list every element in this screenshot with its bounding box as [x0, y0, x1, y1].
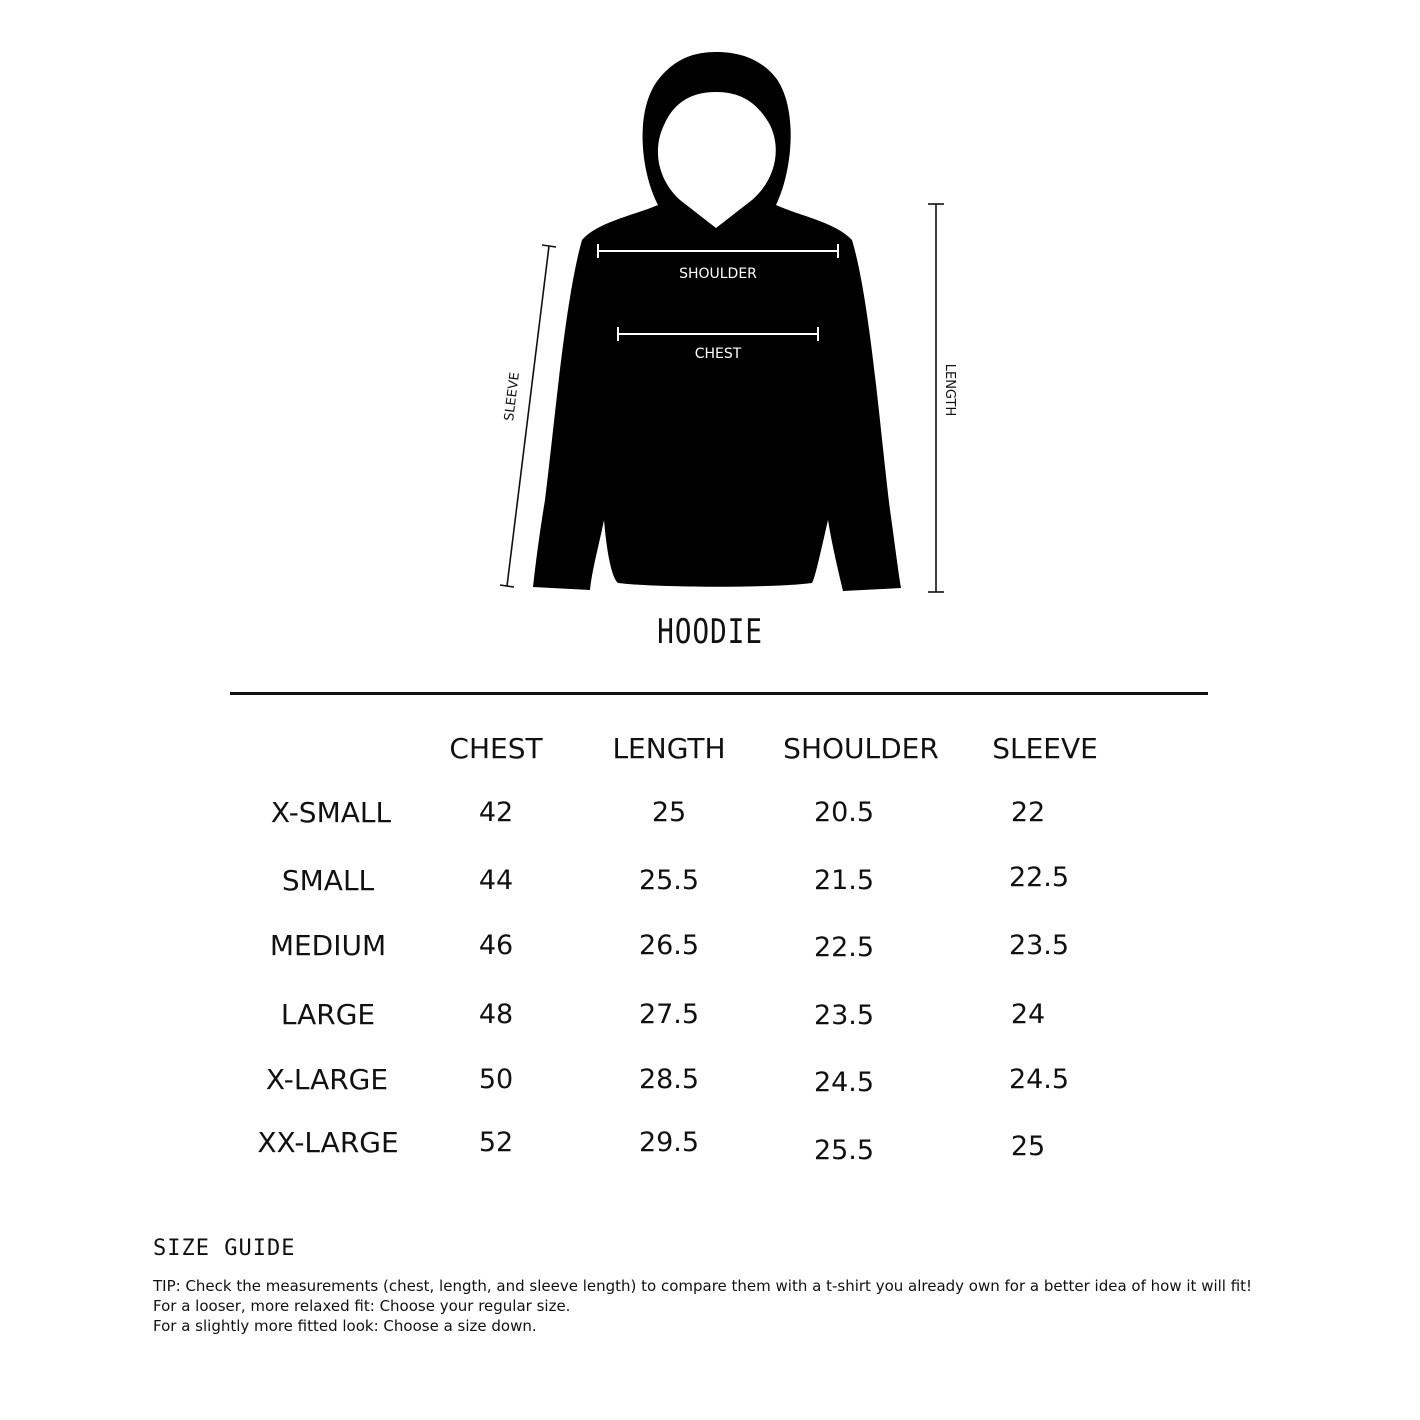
table-cell: 23.5	[813, 1000, 875, 1031]
sleeve-label: SLEEVE	[502, 371, 523, 422]
table-cell: 27.5	[638, 999, 700, 1030]
column-header-chest: CHEST	[449, 732, 543, 765]
table-cell: 25	[1010, 1131, 1046, 1162]
divider	[230, 692, 1208, 695]
column-header-sleeve: SLEEVE	[992, 732, 1098, 765]
size-label-small: SMALL	[281, 864, 375, 897]
size-label-x-large: X-LARGE	[265, 1063, 389, 1096]
table-cell: 23.5	[1008, 930, 1070, 961]
table-cell: 42	[478, 797, 514, 828]
column-header-shoulder: SHOULDER	[783, 732, 939, 765]
table-cell: 44	[478, 865, 514, 896]
loose-fit-text: For a looser, more relaxed fit: Choose your regular size.	[153, 1297, 571, 1315]
table-cell: 22	[1010, 797, 1046, 828]
chest-label: CHEST	[694, 346, 742, 362]
table-cell: 21.5	[813, 865, 875, 896]
size-guide-title: SIZE GUIDE	[153, 1236, 296, 1261]
tip-text: TIP: Check the measurements (chest, length, and sleeve length) to compare them with a t-shirt you already own for a better idea of how it will fit!	[153, 1277, 1253, 1295]
table-cell: 24.5	[1008, 1064, 1070, 1095]
size-label-large: LARGE	[280, 998, 376, 1031]
table-cell: 52	[478, 1127, 514, 1158]
column-header-length: LENGTH	[612, 732, 726, 765]
table-cell: 29.5	[638, 1127, 700, 1158]
table-cell: 50	[478, 1064, 514, 1095]
table-cell: 25.5	[813, 1135, 875, 1166]
product-title: HOODIE	[657, 612, 763, 652]
table-cell: 25	[651, 797, 687, 828]
table-cell: 26.5	[638, 930, 700, 961]
table-cell: 25.5	[638, 865, 700, 896]
fitted-look-text: For a slightly more fitted look: Choose a size down.	[153, 1317, 537, 1335]
table-cell: 28.5	[638, 1064, 700, 1095]
table-cell: 46	[478, 930, 514, 961]
table-cell: 22.5	[813, 932, 875, 963]
size-label-medium: MEDIUM	[269, 929, 387, 962]
table-cell: 24	[1010, 999, 1046, 1030]
length-measure-line	[928, 204, 944, 592]
size-label-x-small: X-SMALL	[270, 796, 392, 829]
table-cell: 22.5	[1008, 862, 1070, 893]
hoodie-diagram	[0, 0, 1420, 640]
table-cell: 48	[478, 999, 514, 1030]
table-cell: 20.5	[813, 797, 875, 828]
table-cell: 24.5	[813, 1067, 875, 1098]
hoodie-silhouette	[533, 52, 901, 591]
size-label-xx-large: XX-LARGE	[257, 1126, 399, 1159]
shoulder-label: SHOULDER	[679, 266, 757, 282]
length-label: LENGTH	[942, 363, 957, 417]
